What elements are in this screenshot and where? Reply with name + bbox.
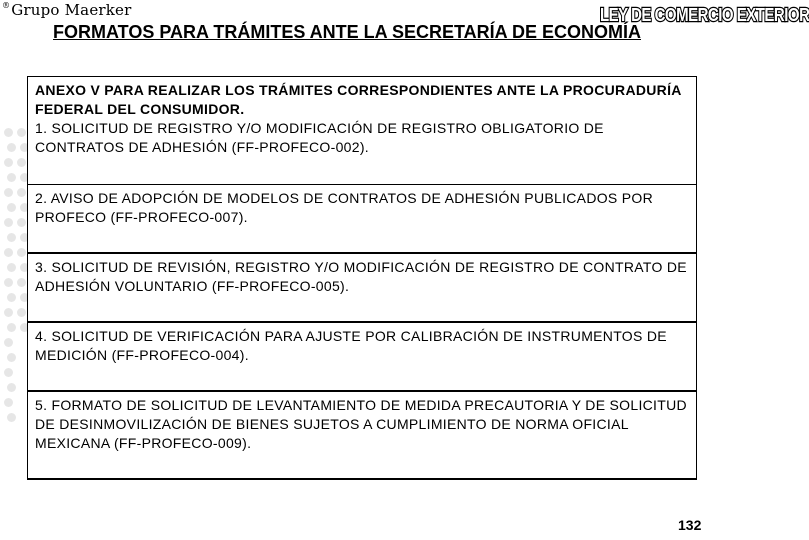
decorative-dot	[17, 158, 26, 167]
decorative-dot	[7, 173, 16, 182]
box-text: 4. SOLICITUD DE VERIFICACIÓN PARA AJUSTE POR CALIBRACIÓN DE INSTRUMENTOS DE MEDICIÓN (FF-PROFECO-004).	[35, 328, 667, 363]
registered-mark: ®	[2, 1, 11, 10]
box-text: 2. AVISO DE ADOPCIÓN DE MODELOS DE CONTRATOS DE ADHESIÓN PUBLICADOS POR PROFECO (FF-PROFECO-007).	[35, 190, 653, 225]
decorative-dot	[7, 323, 16, 332]
decorative-dot	[7, 203, 16, 212]
decorative-dot	[7, 293, 16, 302]
decorative-dot	[4, 128, 13, 137]
anexo-heading: ANEXO V PARA REALIZAR LOS TRÁMITES CORRESPONDIENTES ANTE LA PROCURADURÍA FEDERAL DEL CONSUMIDOR.	[35, 82, 682, 117]
page-number: 132	[678, 517, 702, 533]
content-box-anexo-v	[27, 76, 697, 186]
decorative-dot	[4, 248, 13, 257]
decorative-dot	[17, 248, 26, 257]
decorative-dot	[17, 218, 26, 227]
decorative-dot	[4, 218, 13, 227]
decorative-dot-column	[0, 0, 30, 540]
decorative-dot	[7, 263, 16, 272]
decorative-dot	[4, 368, 13, 377]
brand-label	[2, 1, 132, 19]
content-box-item-5	[27, 391, 697, 480]
decorative-dot	[7, 413, 16, 422]
content-box-item-4	[27, 322, 697, 392]
page-title: FORMATOS PARA TRÁMITES ANTE LA SECRETARÍA DE ECONOMÍA	[53, 22, 641, 42]
decorative-dot	[17, 128, 26, 137]
content-box-item-2	[27, 184, 697, 254]
decorative-dot	[17, 188, 26, 197]
decorative-dot	[7, 143, 16, 152]
brand-name: Grupo Maerker	[11, 1, 132, 19]
box-text: 3. SOLICITUD DE REVISIÓN, REGISTRO Y/O MODIFICACIÓN DE REGISTRO DE CONTRATO DE ADHESIÓN VOLUNTARIO (FF-PROFECO-005).	[35, 259, 687, 294]
decorative-dot	[7, 353, 16, 362]
decorative-dot	[17, 278, 26, 287]
decorative-dot	[7, 233, 16, 242]
decorative-dot	[4, 158, 13, 167]
decorative-dot	[4, 308, 13, 317]
decorative-dot	[4, 188, 13, 197]
content-box-item-3	[27, 253, 697, 323]
decorative-dot	[4, 278, 13, 287]
decorative-dot	[7, 383, 16, 392]
decorative-dot	[4, 338, 13, 347]
decorative-dot	[17, 308, 26, 317]
box-text: 5. FORMATO DE SOLICITUD DE LEVANTAMIENTO DE MEDIDA PRECAUTORIA Y DE SOLICITUD DE DESINMOVILIZACIÓN DE BIENES SUJETOS A CUMPLIMIENTO DE NORMA OFICIAL MEXICANA (FF-PROFECO-009).	[35, 397, 687, 451]
decorative-dot	[4, 398, 13, 407]
box-text: 1. SOLICITUD DE REGISTRO Y/O MODIFICACIÓN DE REGISTRO OBLIGATORIO DE CONTRATOS DE ADHESIÓN (FF-PROFECO-002).	[35, 120, 604, 155]
ley-comercio-exterior-logo: LEY DE COMERCIO EXTERIOR	[600, 4, 809, 26]
